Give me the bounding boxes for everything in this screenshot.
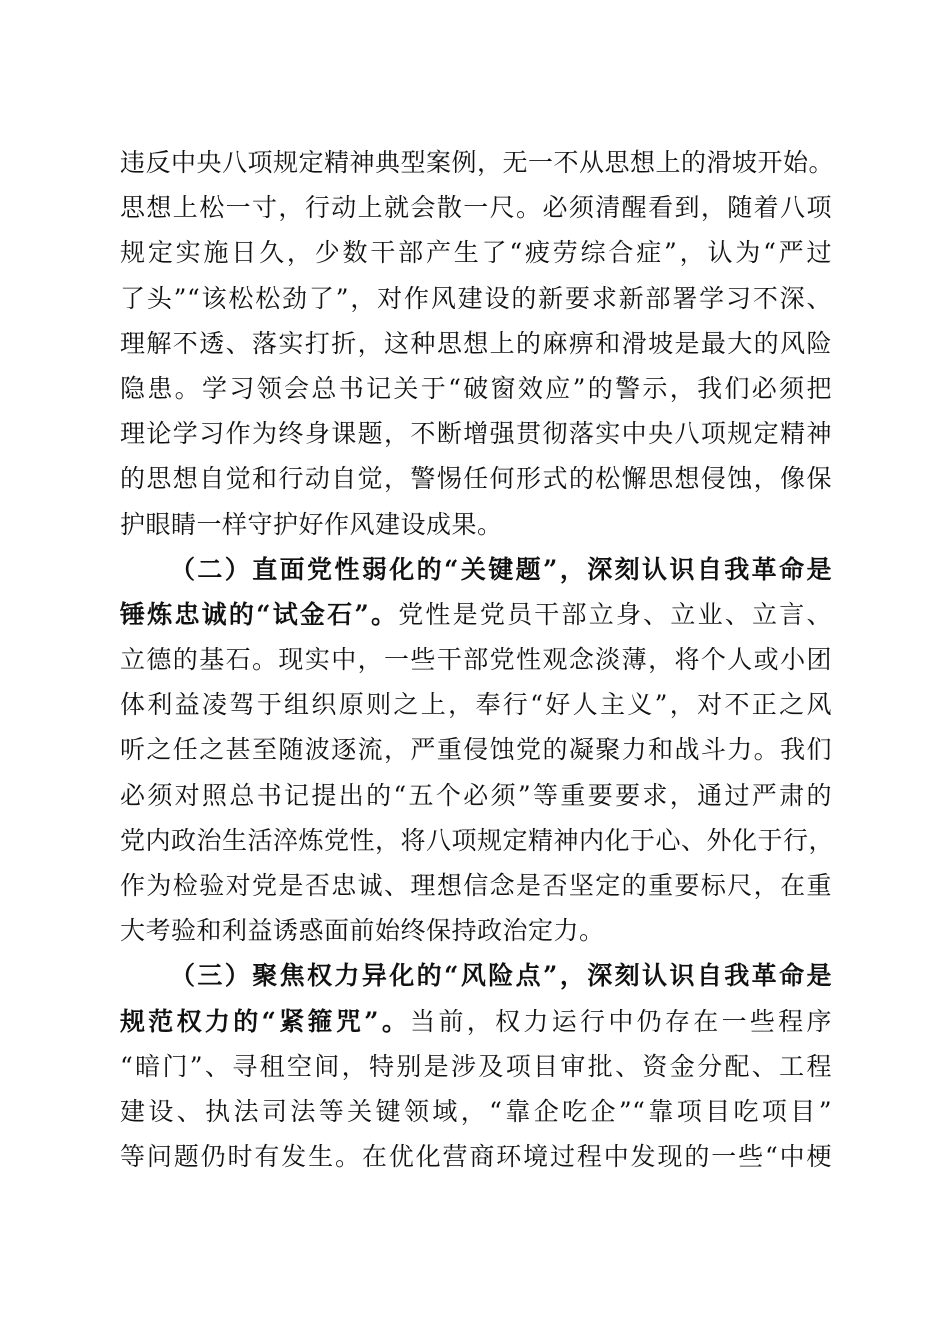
paragraph-line: 了头”“该松松劲了”，对作风建设的新要求新部署学习不深、 <box>120 283 832 313</box>
paragraph-line: 违反中央八项规定精神典型案例，无一不从思想上的滑坡开始。 <box>120 148 835 177</box>
section-heading-end: 锤炼忠诚的“试金石”。 <box>120 599 399 629</box>
paragraph-line: 党内政治生活淬炼党性，将八项规定精神内化于心、外化于行， <box>120 825 835 855</box>
paragraph-line: “暗门”、寻租空间，特别是涉及项目审批、资金分配、工程 <box>120 1051 832 1081</box>
document-body <box>120 140 835 1179</box>
section-heading: （二）直面党性弱化的“关键题”，深刻认识自我革命是 <box>170 554 832 584</box>
section-heading: （三）聚焦权力异化的“风险点”，深刻认识自我革命是 <box>170 961 832 991</box>
paragraph-line <box>120 592 832 637</box>
paragraph-line: 的思想自觉和行动自觉，警惕任何形式的松懈思想侵蚀，像保 <box>120 464 832 494</box>
paragraph-line: 大考验和利益诱惑面前始终保持政治定力。 <box>120 916 605 946</box>
paragraph-line: 规定实施日久，少数干部产生了“疲劳综合症”，认为“严过 <box>120 238 832 268</box>
paragraph-line <box>120 999 832 1044</box>
paragraph-line: 立德的基石。现实中，一些干部党性观念淡薄，将个人或小团 <box>120 645 832 675</box>
paragraph-text: 党性是党员干部立身、立业、立言、 <box>398 599 832 629</box>
paragraph-line: 理解不透、落实打折，这种思想上的麻痹和滑坡是最大的风险 <box>120 328 832 358</box>
paragraph-line: 作为检验对党是否忠诚、理想信念是否坚定的重要标尺，在重 <box>120 871 832 900</box>
paragraph-line: 理论学习作为终身课题，不断增强贯彻落实中央八项规定精神 <box>120 419 832 449</box>
paragraph-text: 当前，权力运行中仍存在一些程序 <box>410 1006 832 1036</box>
paragraph-line: 建设、执法司法等关键领域，“靠企吃企”“靠项目吃项目” <box>120 1096 832 1126</box>
paragraph-line: 思想上松一寸，行动上就会散一尺。必须清醒看到，随着八项 <box>120 193 832 223</box>
paragraph-line: 体利益凌驾于组织原则之上，奉行“好人主义”，对不正之风 <box>120 690 832 720</box>
paragraph-line: 听之任之甚至随波逐流，严重侵蚀党的凝聚力和战斗力。我们 <box>120 735 832 765</box>
paragraph-line: 必须对照总书记提出的“五个必须”等重要要求，通过严肃的 <box>120 780 832 810</box>
paragraph-line: 隐患。学习领会总书记关于“破窗效应”的警示，我们必须把 <box>120 373 832 403</box>
section-heading-end: 规范权力的“紧箍咒”。 <box>120 1006 411 1036</box>
paragraph-line: 等问题仍时有发生。在优化营商环境过程中发现的一些“中梗 <box>120 1142 832 1172</box>
paragraph-line: 护眼睛一样守护好作风建设成果。 <box>120 509 503 539</box>
